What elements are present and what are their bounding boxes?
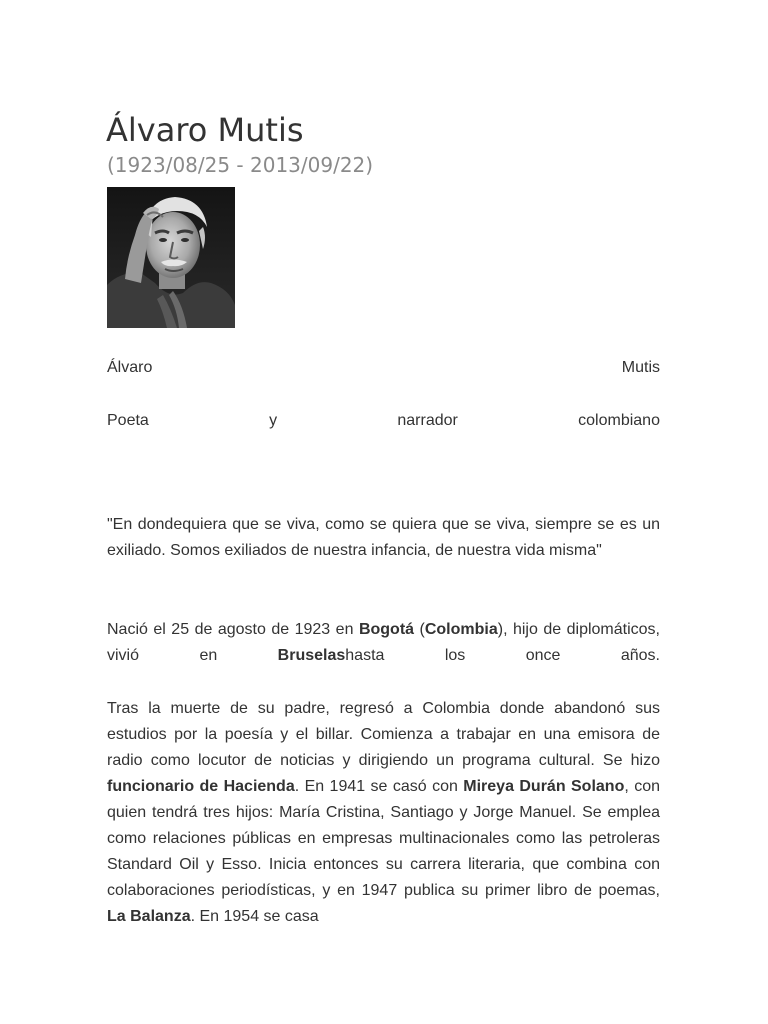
role-line — [107, 411, 660, 431]
role-word: y — [269, 412, 278, 429]
role-word: Poeta — [107, 412, 149, 429]
life-dates: (1923/08/25 - 2013/09/22) — [107, 153, 374, 177]
spouse-name: Mireya Durán Solano — [463, 778, 625, 795]
link-colombia: Colombia — [424, 621, 498, 638]
bio-paragraph-2: Tras la muerte de su padre, regresó a Colombia donde abandonó sus estudios por la poesía y el billar. Comienza a trabajar en una emisora de radio como locutor de noticias y dirigiendo un programa cultural. Se hizo funcionario de Hacienda. En 1941 se casó con Mireya Durán Solano, con quien tendrá tres hijos: María Cristina, Santiago y Jorge Manuel. Se emplea como relaciones públicas en empresas multinacionales como las petroleras Standard Oil y Esso. Inicia entonces su carrera literaria, que combina con colaboraciones periodísticas, y en 1947 publica su primer libro de poemas, La Balanza. En 1954 se casa — [107, 700, 661, 925]
bio-paragraph-1: Nació el 25 de agosto de 1923 en Bogotá (Colombia), hijo de diplomáticos, vivió en Bruselashasta los once años. — [107, 621, 660, 664]
quote-paragraph: "En dondequiera que se viva, como se quiera que se viva, siempre se es un exiliado. Somos exiliados de nuestra infancia, de nuestra vida misma" — [107, 516, 660, 559]
name-first: Álvaro — [107, 359, 153, 376]
name-line — [107, 358, 660, 378]
book-title-la-balanza: La Balanza — [107, 908, 191, 925]
page-title: Álvaro Mutis — [106, 111, 304, 149]
link-bogota: Bogotá — [358, 621, 415, 638]
role-word: colombiano — [578, 412, 660, 429]
author-portrait — [107, 187, 235, 328]
link-bruselas: Bruselas — [277, 647, 346, 664]
role-word: narrador — [397, 412, 458, 429]
name-last: Mutis — [621, 359, 660, 376]
funcionario-hacienda: funcionario de Hacienda — [107, 778, 295, 795]
